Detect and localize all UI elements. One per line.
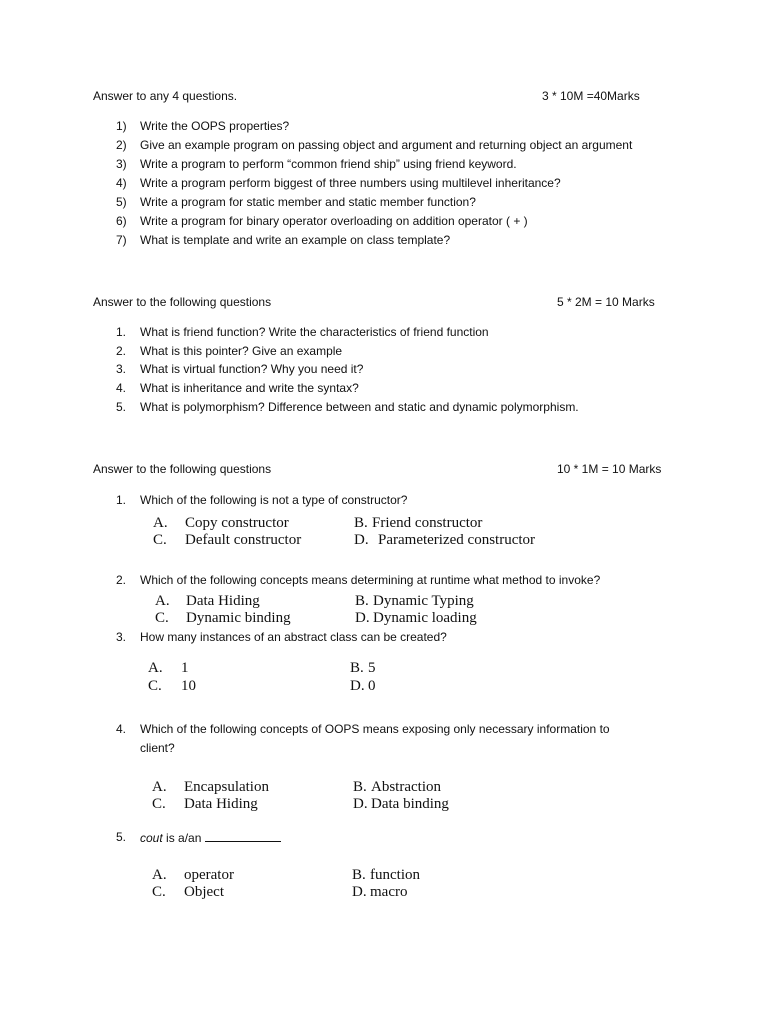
- mcq4-question-line1: Which of the following concepts of OOPS means exposing only necessary information to: [140, 722, 610, 736]
- mcq2-option-d-text: Dynamic loading: [373, 610, 477, 626]
- section3-marks: 10 * 1M = 10 Marks: [557, 462, 662, 476]
- mcq5-option-b-letter: B.: [352, 867, 366, 883]
- mcq3-option-b-text: 5: [368, 660, 376, 676]
- mcq3-option-a-letter: A.: [148, 660, 163, 676]
- mcq5-option-b-text: function: [370, 867, 420, 883]
- mcq4-option-a-letter: A.: [152, 779, 167, 795]
- section1-header: Answer to any 4 questions.: [93, 89, 238, 103]
- s1-q7-number: 7): [116, 233, 127, 247]
- mcq4-question-line2: client?: [140, 741, 175, 755]
- s1-q5-text: Write a program for static member and static member function?: [140, 195, 476, 209]
- s1-q5-number: 5): [116, 195, 127, 209]
- mcq1-number: 1.: [116, 493, 127, 507]
- s1-q1-text: Write the OOPS properties?: [140, 119, 290, 133]
- mcq4-option-d-letter: D.: [353, 796, 368, 812]
- mcq1-option-b-text: Friend constructor: [372, 515, 483, 531]
- mcq3-option-c-letter: C.: [148, 678, 162, 694]
- mcq4-option-c-text: Data Hiding: [184, 796, 258, 812]
- mcq2-option-a-letter: A.: [155, 593, 170, 609]
- mcq2-option-b-text: Dynamic Typing: [373, 593, 474, 609]
- mcq4-option-b-text: Abstraction: [371, 779, 441, 795]
- s2-q4-text: What is inheritance and write the syntax?: [140, 381, 359, 395]
- s1-q7-text: What is template and write an example on class template?: [140, 233, 451, 247]
- mcq1-option-d-text: Parameterized constructor: [378, 532, 536, 548]
- mcq1-option-a-text: Copy constructor: [185, 515, 289, 531]
- s1-q6-text: Write a program for binary operator overloading on addition operator ( + ): [140, 214, 528, 228]
- mcq1-option-c-text: Default constructor: [185, 532, 302, 548]
- mcq3-number: 3.: [116, 630, 127, 644]
- mcq2-option-a-text: Data Hiding: [186, 593, 260, 609]
- mcq4-option-a-text: Encapsulation: [184, 779, 269, 795]
- s1-q3-text: Write a program to perform “common friend ship” using friend keyword.: [140, 157, 517, 171]
- mcq5-option-d-letter: D.: [352, 884, 367, 900]
- s2-q3-number: 3.: [116, 362, 127, 376]
- mcq1-question: Which of the following is not a type of constructor?: [140, 493, 408, 507]
- s2-q3-text: What is virtual function? Why you need it?: [140, 362, 364, 376]
- mcq4-option-c-letter: C.: [152, 796, 166, 812]
- s2-q5-number: 5.: [116, 400, 127, 414]
- mcq3-option-d-letter: D.: [350, 678, 365, 694]
- section2-marks: 5 * 2M = 10 Marks: [557, 295, 655, 309]
- mcq5-question-rest: is a/an: [162, 831, 205, 845]
- mcq3-option-a-text: 1: [181, 660, 189, 676]
- mcq4-option-b-letter: B.: [353, 779, 367, 795]
- mcq1-option-a-letter: A.: [153, 515, 168, 531]
- mcq2-option-d-letter: D.: [355, 610, 370, 626]
- s2-q2-number: 2.: [116, 344, 127, 358]
- s1-q2-text: Give an example program on passing object and argument and returning object an argument: [140, 138, 633, 152]
- mcq5-number: 5.: [116, 830, 127, 844]
- s1-q1-number: 1): [116, 119, 127, 133]
- mcq1-option-c-letter: C.: [153, 532, 167, 548]
- mcq4-option-d-text: Data binding: [371, 796, 449, 812]
- s2-q1-number: 1.: [116, 325, 127, 339]
- s1-q4-text: Write a program perform biggest of three numbers using multilevel inheritance?: [140, 176, 561, 190]
- mcq3-question: How many instances of an abstract class can be created?: [140, 630, 447, 644]
- s1-q4-number: 4): [116, 176, 127, 190]
- mcq4-number: 4.: [116, 722, 127, 736]
- mcq5-question: [140, 830, 281, 845]
- section2-header: Answer to the following questions: [93, 295, 272, 309]
- mcq3-option-b-letter: B.: [350, 660, 364, 676]
- mcq3-option-d-text: 0: [368, 678, 376, 694]
- mcq5-option-d-text: macro: [370, 884, 408, 900]
- mcq5-option-c-letter: C.: [152, 884, 166, 900]
- mcq1-option-b-letter: B.: [354, 515, 368, 531]
- mcq5-option-c-text: Object: [184, 884, 224, 900]
- section3-header: Answer to the following questions: [93, 462, 272, 476]
- mcq3-option-c-text: 10: [181, 678, 196, 694]
- mcq2-question: Which of the following concepts means determining at runtime what method to invoke?: [140, 573, 601, 587]
- mcq1-option-d-letter: D.: [354, 532, 369, 548]
- mcq2-number: 2.: [116, 573, 127, 587]
- s1-q2-number: 2): [116, 138, 127, 152]
- s1-q3-number: 3): [116, 157, 127, 171]
- s2-q2-text: What is this pointer? Give an example: [140, 344, 343, 358]
- s2-q4-number: 4.: [116, 381, 127, 395]
- mcq2-option-c-letter: C.: [155, 610, 169, 626]
- mcq5-option-a-text: operator: [184, 867, 234, 883]
- s2-q1-text: What is friend function? Write the characteristics of friend function: [140, 325, 489, 339]
- section1-marks: 3 * 10M =40Marks: [542, 89, 640, 103]
- mcq2-option-b-letter: B.: [355, 593, 369, 609]
- answer-blank-line: [205, 830, 281, 842]
- mcq5-option-a-letter: A.: [152, 867, 167, 883]
- mcq2-option-c-text: Dynamic binding: [186, 610, 291, 626]
- s2-q5-text: What is polymorphism? Difference between and static and dynamic polymorphism.: [140, 400, 579, 414]
- mcq5-question-italic: cout: [140, 831, 163, 845]
- s1-q6-number: 6): [116, 214, 127, 228]
